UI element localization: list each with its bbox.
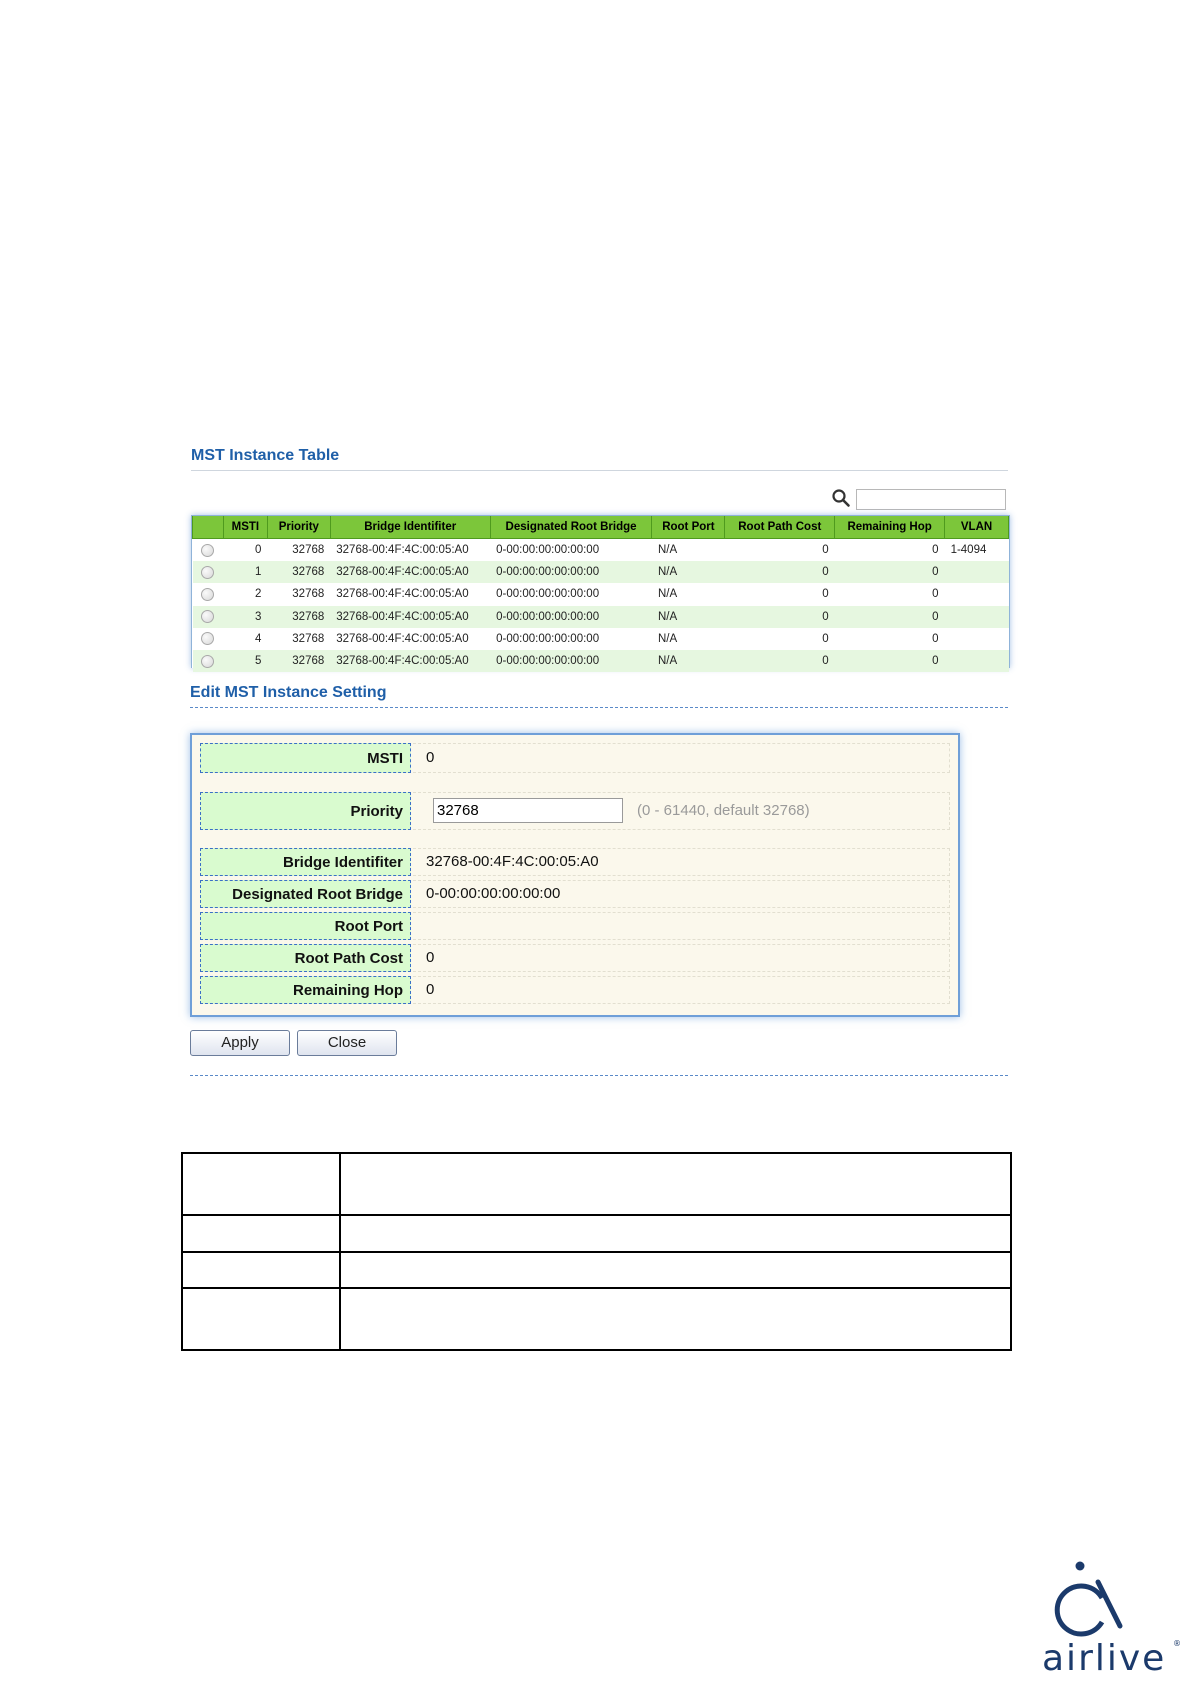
field-label-designated-root-bridge: Designated Root Bridge	[200, 880, 411, 908]
field-label-msti: MSTI	[200, 743, 411, 773]
svg-text:®: ®	[1173, 1639, 1181, 1648]
cell-msti: 5	[223, 650, 267, 672]
cell-priority: 32768	[267, 583, 330, 605]
field-cell	[413, 912, 950, 940]
row-select-radio[interactable]	[201, 544, 214, 557]
cell-vlan	[945, 650, 1009, 672]
table-row[interactable]	[193, 561, 1009, 583]
cell-bridge-id: 32768-00:4F:4C:00:05:A0	[330, 561, 490, 583]
cell-root-port: N/A	[652, 583, 725, 605]
cell-root-port: N/A	[652, 628, 725, 650]
field-label-bridge-identifier: Bridge Identifiter	[200, 848, 411, 876]
cell-remaining-hop: 0	[835, 583, 945, 605]
section-divider-bottom	[190, 1075, 1008, 1076]
cell-msti: 3	[223, 606, 267, 628]
priority-hint: (0 - 61440, default 32768)	[637, 802, 810, 819]
row-select-radio[interactable]	[201, 632, 214, 645]
search-icon[interactable]	[831, 488, 851, 508]
cell-designated-root: 0-00:00:00:00:00:00	[490, 583, 652, 605]
table-row[interactable]	[193, 539, 1009, 562]
table-cell	[340, 1215, 1011, 1252]
cell-root-path-cost: 0	[725, 650, 835, 672]
logo-text: airlive	[1042, 1638, 1167, 1679]
section-divider	[190, 707, 1008, 708]
field-value-msti: 0	[426, 749, 435, 766]
field-label-root-path-cost: Root Path Cost	[200, 944, 411, 972]
instance-table-title: MST Instance Table	[191, 447, 340, 464]
table-header-row	[193, 516, 1009, 539]
close-button[interactable]: Close	[297, 1030, 397, 1056]
row-select-radio[interactable]	[201, 566, 214, 579]
table-cell	[340, 1288, 1011, 1350]
title-divider	[191, 470, 1008, 471]
form-row-priority	[200, 792, 950, 830]
table-row	[182, 1252, 1011, 1288]
cell-remaining-hop: 0	[835, 561, 945, 583]
column-header-root-path-cost[interactable]: Root Path Cost	[725, 516, 835, 539]
cell-bridge-id: 32768-00:4F:4C:00:05:A0	[330, 539, 490, 562]
cell-designated-root: 0-00:00:00:00:00:00	[490, 561, 652, 583]
cell-msti: 1	[223, 561, 267, 583]
cell-root-port: N/A	[652, 650, 725, 672]
form-row-root-path-cost	[200, 944, 950, 972]
column-header-priority[interactable]: Priority	[267, 516, 330, 539]
cell-msti: 4	[223, 628, 267, 650]
cell-root-port: N/A	[652, 539, 725, 562]
edit-form-panel	[190, 733, 960, 1017]
cell-remaining-hop: 0	[835, 539, 945, 562]
cell-root-port: N/A	[652, 606, 725, 628]
cell-vlan	[945, 583, 1009, 605]
cell-priority: 32768	[267, 561, 330, 583]
cell-root-port: N/A	[652, 561, 725, 583]
cell-designated-root: 0-00:00:00:00:00:00	[490, 650, 652, 672]
column-header-root-port[interactable]: Root Port	[652, 516, 725, 539]
cell-bridge-id: 32768-00:4F:4C:00:05:A0	[330, 606, 490, 628]
cell-priority: 32768	[267, 650, 330, 672]
column-header	[193, 516, 224, 539]
apply-button[interactable]: Apply	[190, 1030, 290, 1056]
table-row	[182, 1153, 1011, 1215]
field-label-remaining-hop: Remaining Hop	[200, 976, 411, 1004]
cell-bridge-id: 32768-00:4F:4C:00:05:A0	[330, 628, 490, 650]
cell-designated-root: 0-00:00:00:00:00:00	[490, 539, 652, 562]
field-cell	[413, 944, 950, 972]
airlive-logo	[1040, 1560, 1180, 1680]
cell-designated-root: 0-00:00:00:00:00:00	[490, 628, 652, 650]
cell-root-path-cost: 0	[725, 583, 835, 605]
cell-remaining-hop: 0	[835, 628, 945, 650]
edit-section-title: Edit MST Instance Setting	[190, 684, 387, 701]
field-value-root-path-cost: 0	[426, 949, 435, 966]
form-row-msti	[200, 743, 950, 773]
cell-vlan	[945, 561, 1009, 583]
cell-vlan: 1-4094	[945, 539, 1009, 562]
field-label-priority: Priority	[200, 792, 411, 830]
instance-table	[192, 516, 1009, 672]
form-row-root-port	[200, 912, 950, 940]
field-value-remaining-hop: 0	[426, 981, 435, 998]
field-label-root-port: Root Port	[200, 912, 411, 940]
form-row-designated-root-bridge	[200, 880, 950, 908]
instance-grid	[191, 515, 1010, 668]
table-row	[182, 1215, 1011, 1252]
cell-root-path-cost: 0	[725, 628, 835, 650]
cell-vlan	[945, 606, 1009, 628]
column-header-msti[interactable]: MSTI	[223, 516, 267, 539]
table-cell	[182, 1288, 340, 1350]
cell-root-path-cost: 0	[725, 539, 835, 562]
cell-remaining-hop: 0	[835, 650, 945, 672]
row-select-radio[interactable]	[201, 588, 214, 601]
form-row-remaining-hop	[200, 976, 950, 1004]
cell-designated-root: 0-00:00:00:00:00:00	[490, 606, 652, 628]
row-select-radio[interactable]	[201, 610, 214, 623]
table-cell	[182, 1153, 340, 1215]
cell-priority: 32768	[267, 539, 330, 562]
table-cell	[182, 1215, 340, 1252]
cell-vlan	[945, 628, 1009, 650]
column-header-remaining-hop[interactable]: Remaining Hop	[835, 516, 945, 539]
table-cell	[340, 1252, 1011, 1288]
cell-bridge-id: 32768-00:4F:4C:00:05:A0	[330, 650, 490, 672]
column-header-vlan[interactable]: VLAN	[945, 516, 1009, 539]
field-value-bridge-identifier: 32768-00:4F:4C:00:05:A0	[426, 853, 599, 870]
cell-msti: 2	[223, 583, 267, 605]
cell-root-path-cost: 0	[725, 606, 835, 628]
table-row[interactable]	[193, 628, 1009, 650]
table-row[interactable]	[193, 606, 1009, 628]
table-row	[182, 1288, 1011, 1350]
table-row[interactable]	[193, 650, 1009, 672]
table-row[interactable]	[193, 583, 1009, 605]
priority-input[interactable]	[433, 798, 623, 823]
column-header-bridge-id[interactable]: Bridge Identifiter	[330, 516, 490, 539]
cell-bridge-id: 32768-00:4F:4C:00:05:A0	[330, 583, 490, 605]
field-cell	[413, 976, 950, 1004]
cell-priority: 32768	[267, 606, 330, 628]
field-cell	[413, 743, 950, 773]
cell-remaining-hop: 0	[835, 606, 945, 628]
cell-msti: 0	[223, 539, 267, 562]
column-header-designated-root[interactable]: Designated Root Bridge	[490, 516, 652, 539]
field-value-designated-root-bridge: 0-00:00:00:00:00:00	[426, 885, 561, 902]
table-cell	[182, 1252, 340, 1288]
search-input[interactable]	[856, 489, 1006, 510]
description-table	[181, 1152, 1012, 1351]
cell-root-path-cost: 0	[725, 561, 835, 583]
row-select-radio[interactable]	[201, 655, 214, 668]
table-cell	[340, 1153, 1011, 1215]
form-row-bridge-identifier	[200, 848, 950, 876]
cell-priority: 32768	[267, 628, 330, 650]
